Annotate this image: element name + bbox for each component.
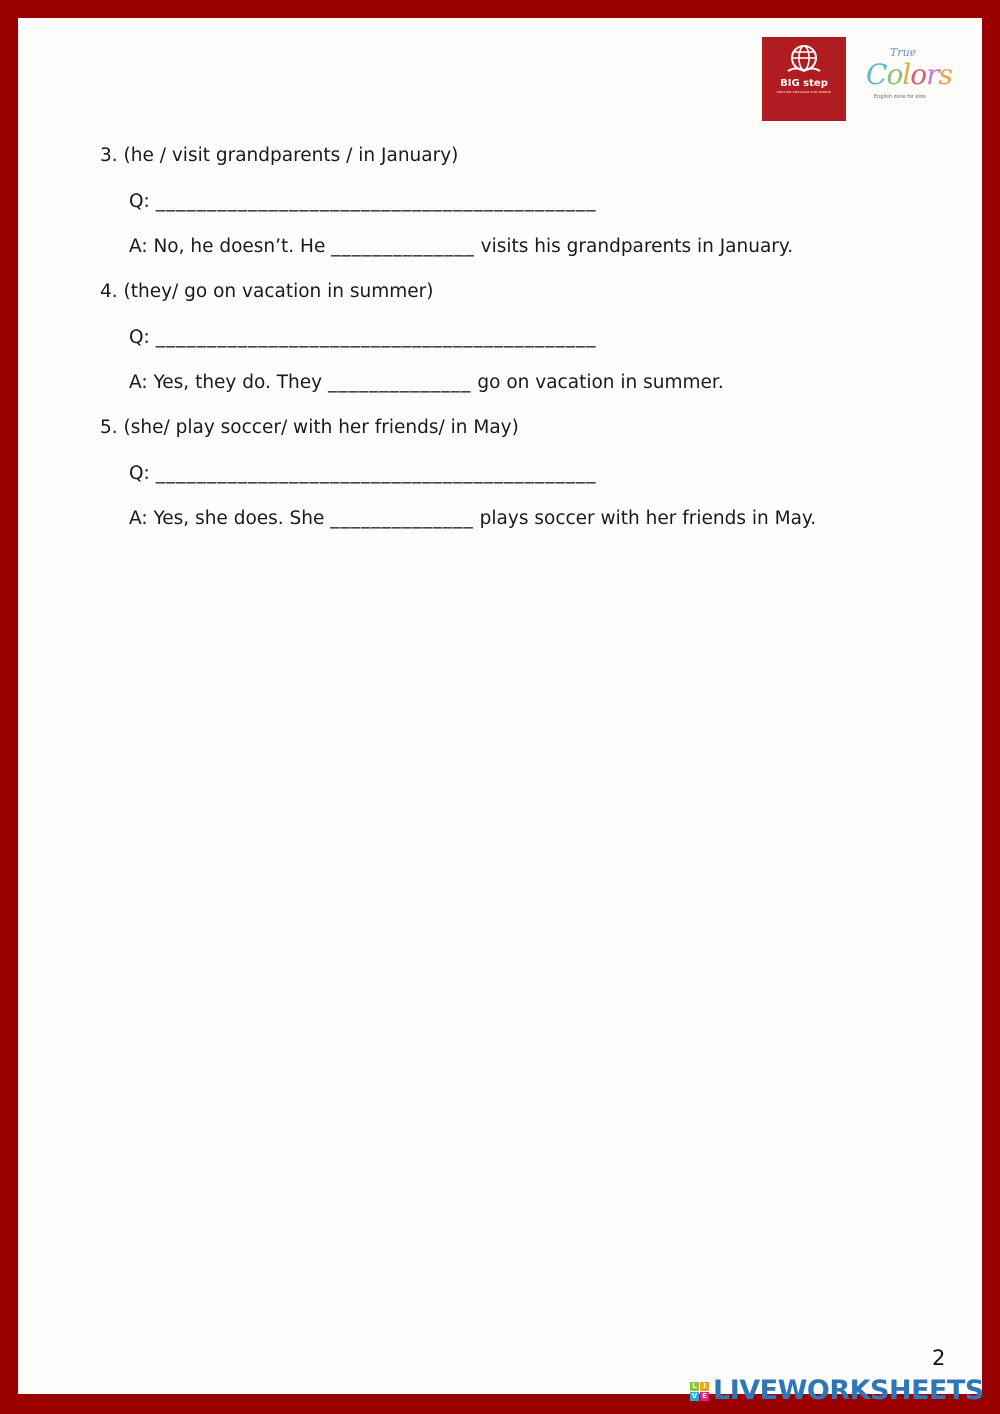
bigstep-logo: [762, 37, 846, 121]
question-line: [129, 191, 596, 212]
bigstep-tagline: ENGLISH PROGRAM FOR SENIOR: [777, 90, 831, 94]
a-text-after: plays soccer with her friends in May.: [479, 508, 817, 529]
truecolors-subtitle: English zone for kids: [874, 94, 926, 100]
a-text-before: A: No, he doesn’t. He: [129, 236, 326, 257]
question-line: [129, 463, 596, 484]
bigstep-name: BIG step: [780, 78, 828, 89]
liveworksheets-wordmark: LIVEWORKSHEETS: [713, 1375, 984, 1406]
q-label: Q:: [129, 327, 150, 348]
page-number: 2: [932, 1346, 946, 1370]
answer-line: [129, 236, 793, 257]
q-answer-blank[interactable]: ___________________________________________: [155, 191, 597, 212]
q-label: Q:: [129, 191, 150, 212]
question-line: [129, 327, 596, 348]
answer-line: [129, 372, 724, 393]
a-text-before: A: Yes, they do. They: [129, 372, 323, 393]
q-answer-blank[interactable]: ___________________________________________: [155, 327, 597, 348]
truecolors-small-text: True: [890, 46, 917, 59]
a-text-after: go on vacation in summer.: [477, 372, 724, 393]
a-answer-blank[interactable]: ______________: [330, 508, 474, 529]
a-answer-blank[interactable]: ______________: [331, 236, 475, 257]
question-prompt: 4. (they/ go on vacation in summer): [100, 281, 434, 302]
question-prompt: 5. (she/ play soccer/ with her friends/ in May): [100, 417, 519, 438]
a-text-before: A: Yes, she does. She: [129, 508, 325, 529]
a-answer-blank[interactable]: ______________: [328, 372, 472, 393]
truecolors-logo: [862, 46, 964, 116]
q-answer-blank[interactable]: ___________________________________________: [155, 463, 597, 484]
answer-line: [129, 508, 816, 529]
q-label: Q:: [129, 463, 150, 484]
liveworksheets-logo: [690, 1376, 984, 1406]
worksheet-page: [18, 18, 984, 1406]
question-prompt: 3. (he / visit grandparents / in January): [100, 145, 459, 166]
a-text-after: visits his grandparents in January.: [480, 236, 794, 257]
liveworksheets-icon: L I V E: [690, 1382, 709, 1401]
truecolors-wordmark: Colors: [866, 58, 952, 91]
globe-book-icon: [784, 43, 824, 77]
